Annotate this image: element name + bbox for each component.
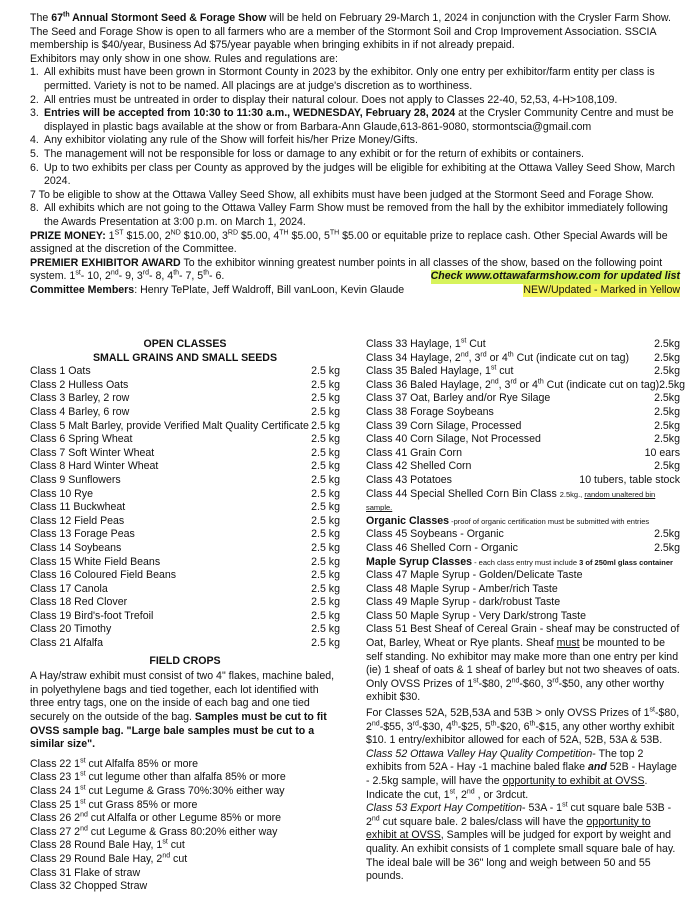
class-amount: 2.5kg bbox=[654, 419, 680, 432]
field-crops-list bbox=[30, 758, 340, 894]
class-52: Class 52 Ottawa Valley Hay Quality Competition- The top 2 exhibits from 52A - Hay -1 machine baled flake and 52B - Haylage - 2.5kg sample, will have the opportunity to exhibit at OVSS. Indicate the cut, 1st, 2nd , or 3rdcut. bbox=[366, 747, 677, 801]
class-amount: 2.5 kg bbox=[311, 487, 340, 500]
class-name: Class 19 Bird's-foot Trefoil bbox=[30, 609, 154, 622]
class-name: Class 14 Soybeans bbox=[30, 541, 122, 554]
class-line: Class 47 Maple Syrup - Golden/Delicate Taste bbox=[366, 569, 583, 582]
right-column bbox=[366, 337, 686, 884]
field-crops-heading: FIELD CROPS bbox=[149, 654, 221, 667]
class-amount: 10 ears bbox=[644, 446, 680, 459]
class-name: Class 11 Buckwheat bbox=[30, 501, 126, 514]
class-amount: 2.5 kg bbox=[311, 541, 340, 554]
class-row bbox=[30, 488, 340, 502]
class-amount: 2.5 kg bbox=[311, 555, 340, 568]
class-line: Class 48 Maple Syrup - Amber/rich Taste bbox=[366, 582, 558, 595]
class-amount: 2.5 kg bbox=[311, 419, 340, 432]
maple-heading: Maple Syrup Classes - each class entry must include 3 of 250ml glass container bbox=[366, 555, 673, 568]
class-amount: 2.5kg bbox=[654, 365, 680, 378]
class-row bbox=[30, 474, 340, 488]
class-name: Class 37 Oat, Barley and/or Rye Silage bbox=[366, 392, 551, 405]
class-line: Class 27 2nd cut Legume & Grass 80:20% either way bbox=[30, 825, 278, 838]
class-amount: 2.5 kg bbox=[311, 596, 340, 609]
class-name: Class 18 Red Clover bbox=[30, 596, 128, 609]
organic-list bbox=[366, 528, 680, 555]
class-53: Class 53 Export Hay Competition- 53A - 1st cut square bale 53B - 2nd cut square bale. 2 bales/class will have the opportunity to exhibit at OVSS, Samples will be judged for export by weight and quality. An exhibit consists of 1 complete small square bale of hay. The ideal bale will be 36" long and weigh between 50 and 55 pounds. bbox=[366, 801, 676, 883]
class-name: Class 20 Timothy bbox=[30, 623, 112, 636]
class-name: Class 8 Hard Winter Wheat bbox=[30, 460, 159, 473]
class-row bbox=[30, 528, 340, 542]
class-amount: 2.5kg bbox=[654, 338, 680, 350]
class-row bbox=[30, 420, 340, 434]
class-amount: 2.5 kg bbox=[311, 405, 340, 418]
class-name: Class 46 Shelled Corn - Organic bbox=[366, 541, 518, 554]
rules-list bbox=[30, 66, 680, 188]
class-name: Class 38 Forage Soybeans bbox=[366, 405, 494, 418]
rule-7: 7 To be eligible to show at the Ottawa Valley Seed Show, all exhibits must have been judged at the Stormont Seed and Forage Show. bbox=[30, 188, 654, 201]
class-amount: 2.5kg bbox=[654, 460, 680, 473]
class-name: Class 5 Malt Barley, provide Verified Malt Quality Certificate bbox=[30, 419, 309, 432]
class-name: Class 45 Soybeans - Organic bbox=[366, 528, 504, 541]
class-name: Class 17 Canola bbox=[30, 582, 108, 595]
new-updated-note: NEW/Updated - Marked in Yellow bbox=[523, 283, 680, 296]
class-amount: 2.5kg bbox=[654, 392, 680, 405]
class-row bbox=[30, 433, 340, 447]
class-name: Class 16 Coloured Field Beans bbox=[30, 569, 177, 582]
class-row bbox=[366, 447, 680, 461]
class-row bbox=[366, 338, 680, 352]
class-amount: 2.5kg bbox=[659, 378, 686, 391]
class-name: Class 34 Haylage, 2nd, 3rd or 4th Cut (indicate cut on tag) bbox=[366, 351, 630, 364]
class-amount: 2.5 kg bbox=[311, 582, 340, 595]
intro-paragraph: The 67th Annual Stormont Seed & Forage Show will be held on February 29-March 1, 2024 in conjunction with the Crysler Farm Show. The Seed and Forage Show is open to all farmers who are a member of the Stormont Soil and Crop Improvement Association. SSCIA membership is $40/year, Business Ad $75/year payable when bringing exhibits in if not already prepaid. bbox=[30, 11, 671, 52]
class-amount: 2.5kg bbox=[654, 541, 680, 554]
class-name: Class 36 Baled Haylage, 2nd, 3rd or 4th Cut (indicate cut on tag) bbox=[366, 378, 660, 391]
class-row bbox=[366, 352, 680, 366]
class-amount: 2.5 kg bbox=[311, 609, 340, 622]
class-row bbox=[30, 596, 340, 610]
class-amount: 2.5kg bbox=[654, 405, 680, 418]
class-row bbox=[30, 392, 340, 406]
class-amount: 2.5 kg bbox=[311, 569, 340, 582]
class-line: Class 26 2nd cut Alfalfa or other Legume 85% or more bbox=[30, 811, 282, 825]
class-name: Class 15 White Field Beans bbox=[30, 555, 161, 568]
rule-item: 8. All exhibits which are not going to the Ottawa Valley Farm Show must be removed from the hall by the exhibitor immediately following the Awards Presentation at 3:00 p.m. on March 1, 2024. bbox=[30, 202, 668, 228]
class-amount: 2.5 kg bbox=[311, 623, 340, 636]
class-line: Class 32 Chopped Straw bbox=[30, 880, 148, 893]
class-row bbox=[30, 623, 340, 637]
haylage-list bbox=[366, 337, 686, 488]
class-amount: 2.5 kg bbox=[311, 514, 340, 527]
class-row bbox=[366, 460, 680, 474]
committee-members: Committee Members: Henry TePlate, Jeff Waldroff, Bill vanLoon, Kevin Glaude NEW/Updated - Marked in Yellow bbox=[30, 283, 680, 296]
class-line: Class 25 1st cut Grass 85% or more bbox=[30, 798, 198, 811]
rule-item: 3. Entries will be accepted from 10:30 to 11:30 a.m., WEDNESDAY, February 28, 2024 at the Crysler Community Centre and must be displayed in plastic bags available at the show or from Barbara-Ann Glaude,613-861-9080, stormontscia@gmail.com bbox=[30, 107, 674, 133]
class-name: Class 21 Alfalfa bbox=[30, 637, 104, 650]
class-name: Class 2 Hulless Oats bbox=[30, 378, 129, 391]
class-name: Class 10 Rye bbox=[30, 487, 93, 500]
class-name: Class 40 Corn Silage, Not Processed bbox=[366, 433, 541, 446]
class-row bbox=[30, 583, 340, 597]
field-crops-note: A Hay/straw exhibit must consist of two 4" flakes, machine baled, in polyethylene bags and tied together, each lot identified with three entry tags, one on the inside of each bag and one tied securely on the outside of the bag. Samples must be cut to fit OVSS sample bag. "Large bale samples must be cut to a similar size". bbox=[30, 670, 335, 751]
class-name: Class 42 Shelled Corn bbox=[366, 460, 472, 473]
class-row bbox=[30, 365, 340, 379]
class-name: Class 13 Forage Peas bbox=[30, 528, 135, 541]
class-name: Class 43 Potatoes bbox=[366, 473, 452, 486]
class-amount: 2.5 kg bbox=[311, 637, 340, 650]
check-website-note[interactable]: Check www.ottawafarmshow.com for updated list bbox=[430, 270, 680, 283]
class-row bbox=[30, 556, 340, 570]
class-line: Class 31 Flake of straw bbox=[30, 866, 141, 879]
class-row bbox=[366, 392, 680, 406]
organic-heading: Organic Classes -proof of organic certification must be submitted with entries bbox=[366, 514, 650, 527]
rule-item: 4. Any exhibitor violating any rule of the Show will forfeit his/her Prize Money/Gifts. bbox=[30, 134, 418, 147]
rule-item: 5. The management will not be responsible for loss or damage to any exhibit or for the return of exhibits or containers. bbox=[30, 147, 584, 160]
class-row bbox=[30, 569, 340, 583]
exhibitor-note: Exhibitors may only show in one show. Rules and regulations are: bbox=[30, 52, 338, 65]
class-amount: 2.5 kg bbox=[311, 433, 340, 446]
class-row bbox=[366, 420, 680, 434]
document-header bbox=[30, 12, 680, 297]
class-line: Class 22 1st cut Alfalfa 85% or more bbox=[30, 757, 198, 770]
rule-item: 6. Up to two exhibits per class per County as approved by the judges will be eligible for exhibiting at the Ottawa Valley Seed Show, March 2024. bbox=[30, 161, 676, 188]
class-amount: 2.5 kg bbox=[311, 460, 340, 473]
class-amount: 10 tubers, table stock bbox=[579, 473, 680, 486]
grains-list bbox=[30, 365, 340, 650]
class-name: Class 41 Grain Corn bbox=[366, 446, 462, 459]
class-name: Class 3 Barley, 2 row bbox=[30, 392, 130, 405]
class-44: Class 44 Special Shelled Corn Bin Class 2.5kg., random unaltered bin sample. bbox=[366, 487, 656, 513]
class-amount: 2.5 kg bbox=[311, 501, 340, 514]
class-amount: 2.5kg bbox=[654, 351, 680, 364]
class-name: Class 35 Baled Haylage, 1st cut bbox=[366, 364, 514, 378]
classes-52-53-prizes: For Classes 52A, 52B,53A and 53B > only OVSS Prizes of 1st-$80, 2nd-$55, 3rd-$30, 4th-$25, 5th-$20, 6th-$15, any other worthy exhibit $10. 1 entry/exhibitor allowed for each of 52A, 52B, 53A & 53B. bbox=[366, 706, 680, 747]
class-amount: 2.5 kg bbox=[311, 528, 340, 541]
class-amount: 2.5kg bbox=[654, 433, 680, 446]
class-line: Class 23 1st cut legume other than alfalfa 85% or more bbox=[30, 770, 286, 784]
class-line: Class 28 Round Bale Hay, 1st cut bbox=[30, 838, 185, 852]
class-51: Class 51 Best Sheaf of Cereal Grain - sheaf may be constructed of Oat, Barley, Wheat or Rye plants. Sheaf must be mounted to be self standing. No exhibitor may make more than one entry per kind (ie) 1 sheaf of oats & 1 sheaf of barley but not two sheaves of oats. Only OVSS Prizes of 1st-$80, 2nd-$60, 3rd-$50, any other worthy exhibit $30. bbox=[366, 623, 680, 704]
class-name: Class 33 Haylage, 1st Cut bbox=[366, 337, 486, 350]
small-grains-heading: SMALL GRAINS AND SMALL SEEDS bbox=[92, 351, 278, 364]
class-line: Class 49 Maple Syrup - dark/robust Taste bbox=[366, 596, 561, 609]
class-row bbox=[30, 610, 340, 624]
class-amount: 2.5kg bbox=[654, 528, 680, 541]
prize-money: PRIZE MONEY: 1ST $15.00, 2ND $10.00, 3RD $5.00, 4TH $5.00, 5TH $5.00 or equitable prize to replace cash. Other Special Awards will be assigned at the discretion of the Committee. bbox=[30, 228, 668, 256]
class-name: Class 12 Field Peas bbox=[30, 514, 125, 527]
show-title: 67th Annual Stormont Seed & Forage Show bbox=[51, 11, 267, 24]
class-row bbox=[366, 365, 680, 379]
class-line: Class 50 Maple Syrup - Very Dark/strong Taste bbox=[366, 609, 587, 622]
class-row bbox=[366, 378, 686, 393]
class-row bbox=[30, 406, 340, 420]
class-amount: 2.5 kg bbox=[311, 473, 340, 486]
class-name: Class 9 Sunflowers bbox=[30, 473, 121, 486]
class-amount: 2.5 kg bbox=[311, 392, 340, 405]
class-row bbox=[30, 637, 340, 651]
class-amount: 2.5 kg bbox=[311, 365, 340, 378]
rule-item: 1. All exhibits must have been grown in Stormont County in 2023 by the exhibitor. Only one entry per exhibitor/farm entity per class is permitted. Variety is not to be named. All placings are at judge's discretion as to worthiness. bbox=[30, 66, 655, 92]
class-row bbox=[30, 515, 340, 529]
class-row bbox=[30, 542, 340, 556]
class-name: Class 39 Corn Silage, Processed bbox=[366, 419, 522, 432]
class-row bbox=[30, 501, 340, 515]
class-amount: 2.5 kg bbox=[311, 378, 340, 391]
class-row bbox=[30, 379, 340, 393]
class-amount: 2.5 kg bbox=[311, 446, 340, 459]
class-name: Class 4 Barley, 6 row bbox=[30, 405, 130, 418]
class-row bbox=[366, 528, 680, 542]
class-row bbox=[30, 447, 340, 461]
open-classes-heading: OPEN CLASSES bbox=[143, 338, 227, 350]
class-row bbox=[30, 460, 340, 474]
class-line: Class 29 Round Bale Hay, 2nd cut bbox=[30, 852, 188, 865]
class-name: Class 1 Oats bbox=[30, 365, 91, 378]
left-column bbox=[30, 338, 340, 894]
rule-item: 2. All entries must be untreated in order to display their natural colour. Does not apply to Classes 22-40, 52,53, 4-H>108,109. bbox=[30, 93, 618, 106]
class-name: Class 6 Spring Wheat bbox=[30, 433, 133, 446]
class-row bbox=[366, 433, 680, 447]
class-name: Class 7 Soft Winter Wheat bbox=[30, 446, 155, 459]
class-columns bbox=[30, 337, 686, 918]
premier-award: PREMIER EXHIBITOR AWARD To the exhibitor winning greatest number points in all classes of the show, based on the following point system. 1st- 10, 2nd- 9, 3rd- 8, 4th- 7, 5th- 6. Check www.ottawafarmshow.com for updated list bbox=[30, 256, 680, 283]
maple-list bbox=[366, 569, 680, 623]
class-row bbox=[366, 542, 680, 556]
class-row bbox=[366, 406, 680, 420]
class-row bbox=[366, 474, 680, 488]
class-line: Class 24 1st cut Legume & Grass 70%:30% either way bbox=[30, 784, 285, 797]
